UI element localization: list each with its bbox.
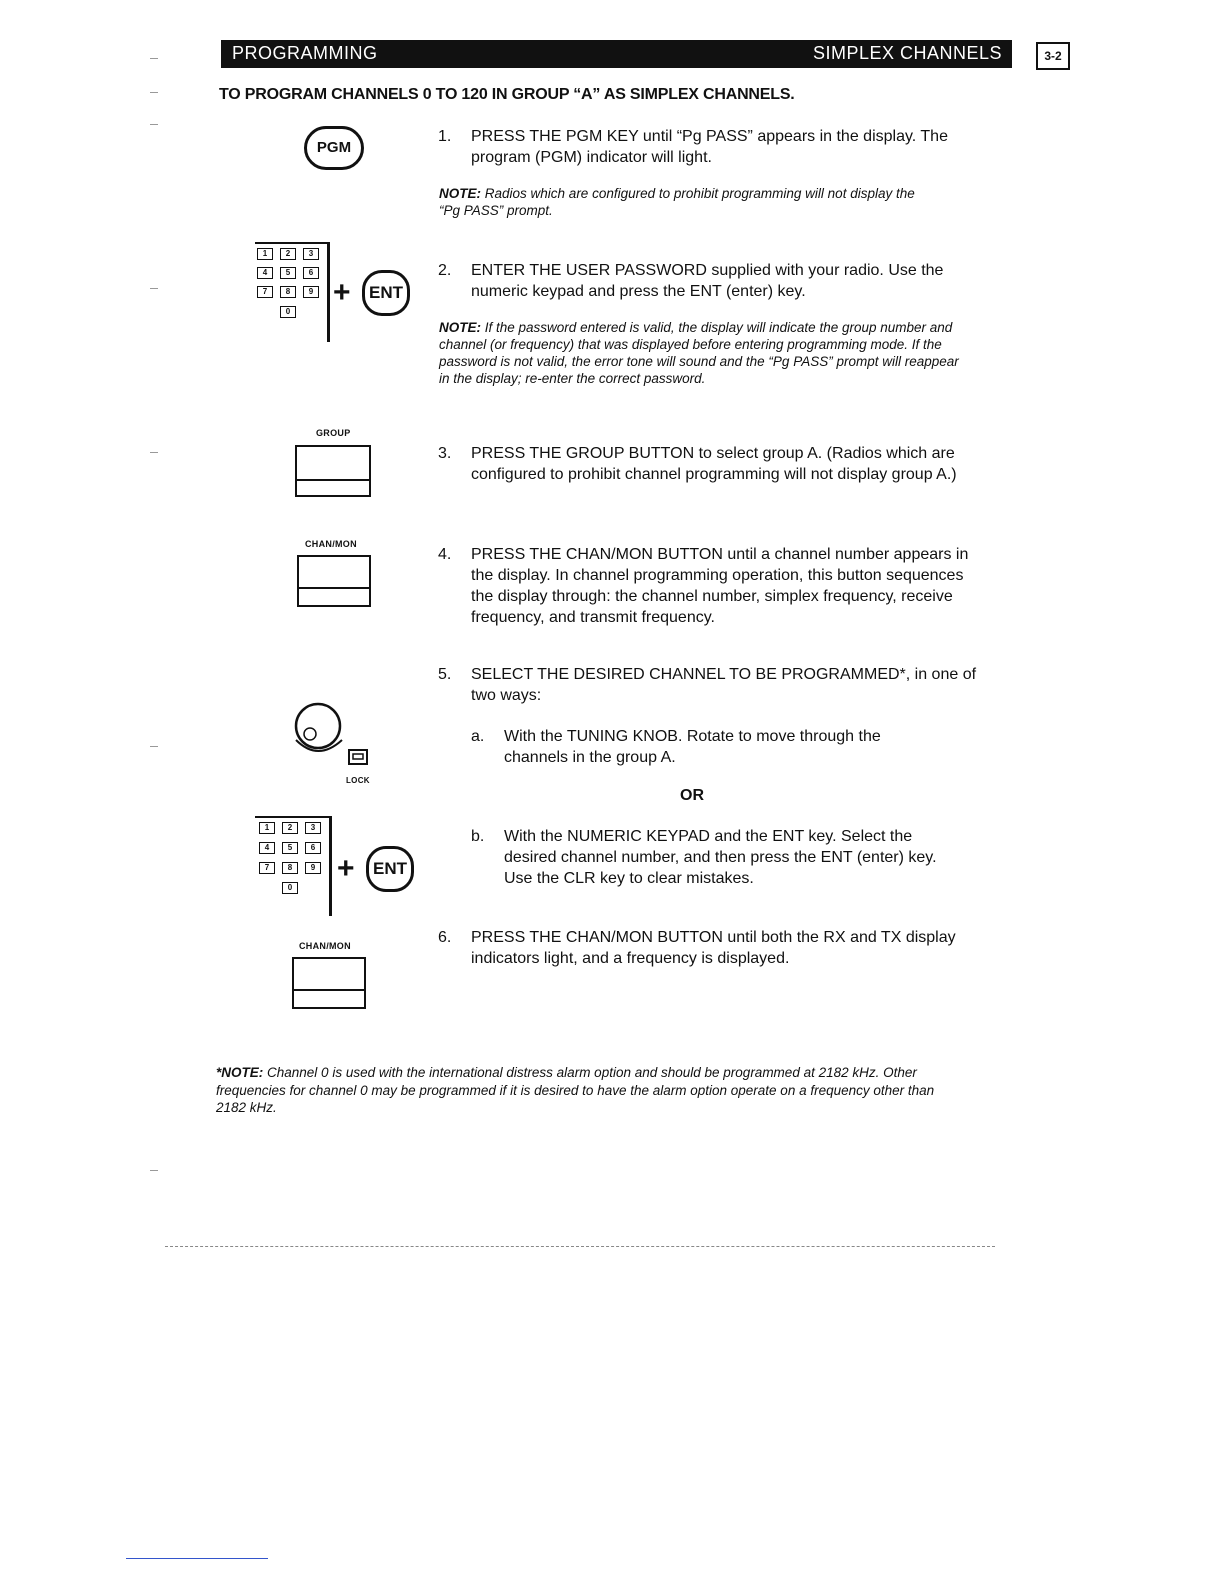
step-2 — [438, 260, 978, 302]
step-number: 1. — [438, 128, 452, 145]
group-label: GROUP — [316, 428, 351, 438]
key-1: 1 — [257, 248, 273, 260]
section-title: PROGRAMMING — [232, 43, 378, 63]
step-text: PRESS THE CHAN/MON BUTTON until both the RX and TX display indicators light, and a frequency is displayed. — [471, 929, 956, 967]
margin-mark — [150, 124, 158, 125]
margin-mark — [150, 92, 158, 93]
lock-label: LOCK — [346, 776, 370, 785]
step-5 — [438, 664, 978, 706]
margin-mark — [150, 288, 158, 289]
step-number: 6. — [438, 929, 452, 946]
plus-icon: + — [337, 852, 355, 885]
blue-rule — [126, 1558, 268, 1559]
key-3: 3 — [305, 822, 321, 834]
group-button-icon — [295, 445, 371, 497]
footnote — [216, 1064, 956, 1117]
key-4: 4 — [257, 267, 273, 279]
key-6: 6 — [303, 267, 319, 279]
substep-text: With the NUMERIC KEYPAD and the ENT key. Select the desired channel number, and then press the ENT (enter) key. Use the CLR key to clear mistakes. — [504, 828, 937, 887]
step-3 — [438, 443, 978, 485]
step-text: PRESS THE PGM KEY until “Pg PASS” appears in the display. The program (PGM) indicator will light. — [471, 128, 948, 166]
key-0: 0 — [280, 306, 296, 318]
substep-text: With the TUNING KNOB. Rotate to move through the channels in the group A. — [504, 728, 881, 766]
page-number: 3-2 — [1036, 42, 1070, 70]
key-2: 2 — [282, 822, 298, 834]
step-number: 3. — [438, 445, 452, 462]
ent-key-icon: ENT — [362, 270, 410, 316]
key-6: 6 — [305, 842, 321, 854]
step-1 — [438, 126, 978, 168]
note-text: If the password entered is valid, the display will indicate the group number and channel (or frequency) that was displayed before entering programming mode. If the password is not valid, the error tone will sound and the “Pg PASS” prompt will reappear in the display; re-enter the correct password. — [439, 320, 959, 386]
chanmon-label: CHAN/MON — [305, 539, 357, 549]
numeric-keypad-icon-2 — [255, 816, 335, 926]
plus-icon: + — [333, 276, 351, 309]
note-label: NOTE: — [439, 320, 481, 335]
header-bar — [221, 40, 1012, 68]
key-3: 3 — [303, 248, 319, 260]
or-separator: OR — [680, 787, 704, 804]
key-5: 5 — [282, 842, 298, 854]
step-6 — [438, 927, 978, 969]
key-4: 4 — [259, 842, 275, 854]
step-number: 2. — [438, 262, 452, 279]
note-1 — [439, 185, 939, 219]
chanmon-label: CHAN/MON — [299, 941, 351, 951]
step-number: 4. — [438, 546, 452, 563]
pgm-key-icon: PGM — [304, 126, 364, 170]
note-2 — [439, 319, 969, 387]
step-4 — [438, 544, 978, 628]
footnote-text: Channel 0 is used with the international distress alarm option and should be programmed at 2182 kHz. Other frequencies for channel 0 may be programmed if it is desired to have the alarm option operate on a frequency other than 2182 kHz. — [216, 1065, 935, 1115]
ent-key-icon: ENT — [366, 846, 414, 892]
substep-b — [471, 826, 941, 889]
topic-title: SIMPLEX CHANNELS — [812, 43, 1002, 63]
key-8: 8 — [280, 286, 296, 298]
key-9: 9 — [303, 286, 319, 298]
page-title: TO PROGRAM CHANNELS 0 TO 120 IN GROUP “A” AS SIMPLEX CHANNELS. — [219, 86, 795, 103]
key-9: 9 — [305, 862, 321, 874]
note-text: Radios which are configured to prohibit programming will not display the “Pg PASS” prompt. — [439, 186, 915, 218]
chanmon-button-icon — [297, 555, 371, 607]
margin-mark — [150, 452, 158, 453]
footnote-label: *NOTE: — [216, 1065, 264, 1080]
margin-mark — [150, 746, 158, 747]
key-2: 2 — [280, 248, 296, 260]
key-0: 0 — [282, 882, 298, 894]
key-7: 7 — [257, 286, 273, 298]
step-number: 5. — [438, 666, 452, 683]
substep-a — [471, 726, 941, 768]
note-label: NOTE: — [439, 186, 481, 201]
key-7: 7 — [259, 862, 275, 874]
step-text: SELECT THE DESIRED CHANNEL TO BE PROGRAMMED*, in one of two ways: — [471, 666, 977, 704]
margin-mark — [150, 1170, 158, 1171]
key-5: 5 — [280, 267, 296, 279]
step-text: PRESS THE GROUP BUTTON to select group A. (Radios which are configured to prohibit channel programming will not display group A.) — [471, 445, 957, 483]
margin-mark — [150, 58, 158, 59]
bottom-rule — [165, 1246, 995, 1248]
step-text: ENTER THE USER PASSWORD supplied with your radio. Use the numeric keypad and press the ENT (enter) key. — [471, 262, 944, 300]
numeric-keypad-icon — [255, 242, 335, 352]
step-text: PRESS THE CHAN/MON BUTTON until a channel number appears in the display. In channel programming operation, this button sequences the display through: the channel number, simplex frequency, receive frequency, and transmit frequency. — [471, 546, 969, 626]
substep-letter: b. — [471, 828, 485, 845]
key-8: 8 — [282, 862, 298, 874]
substep-letter: a. — [471, 728, 485, 745]
key-1: 1 — [259, 822, 275, 834]
chanmon-button-icon-2 — [292, 957, 366, 1009]
